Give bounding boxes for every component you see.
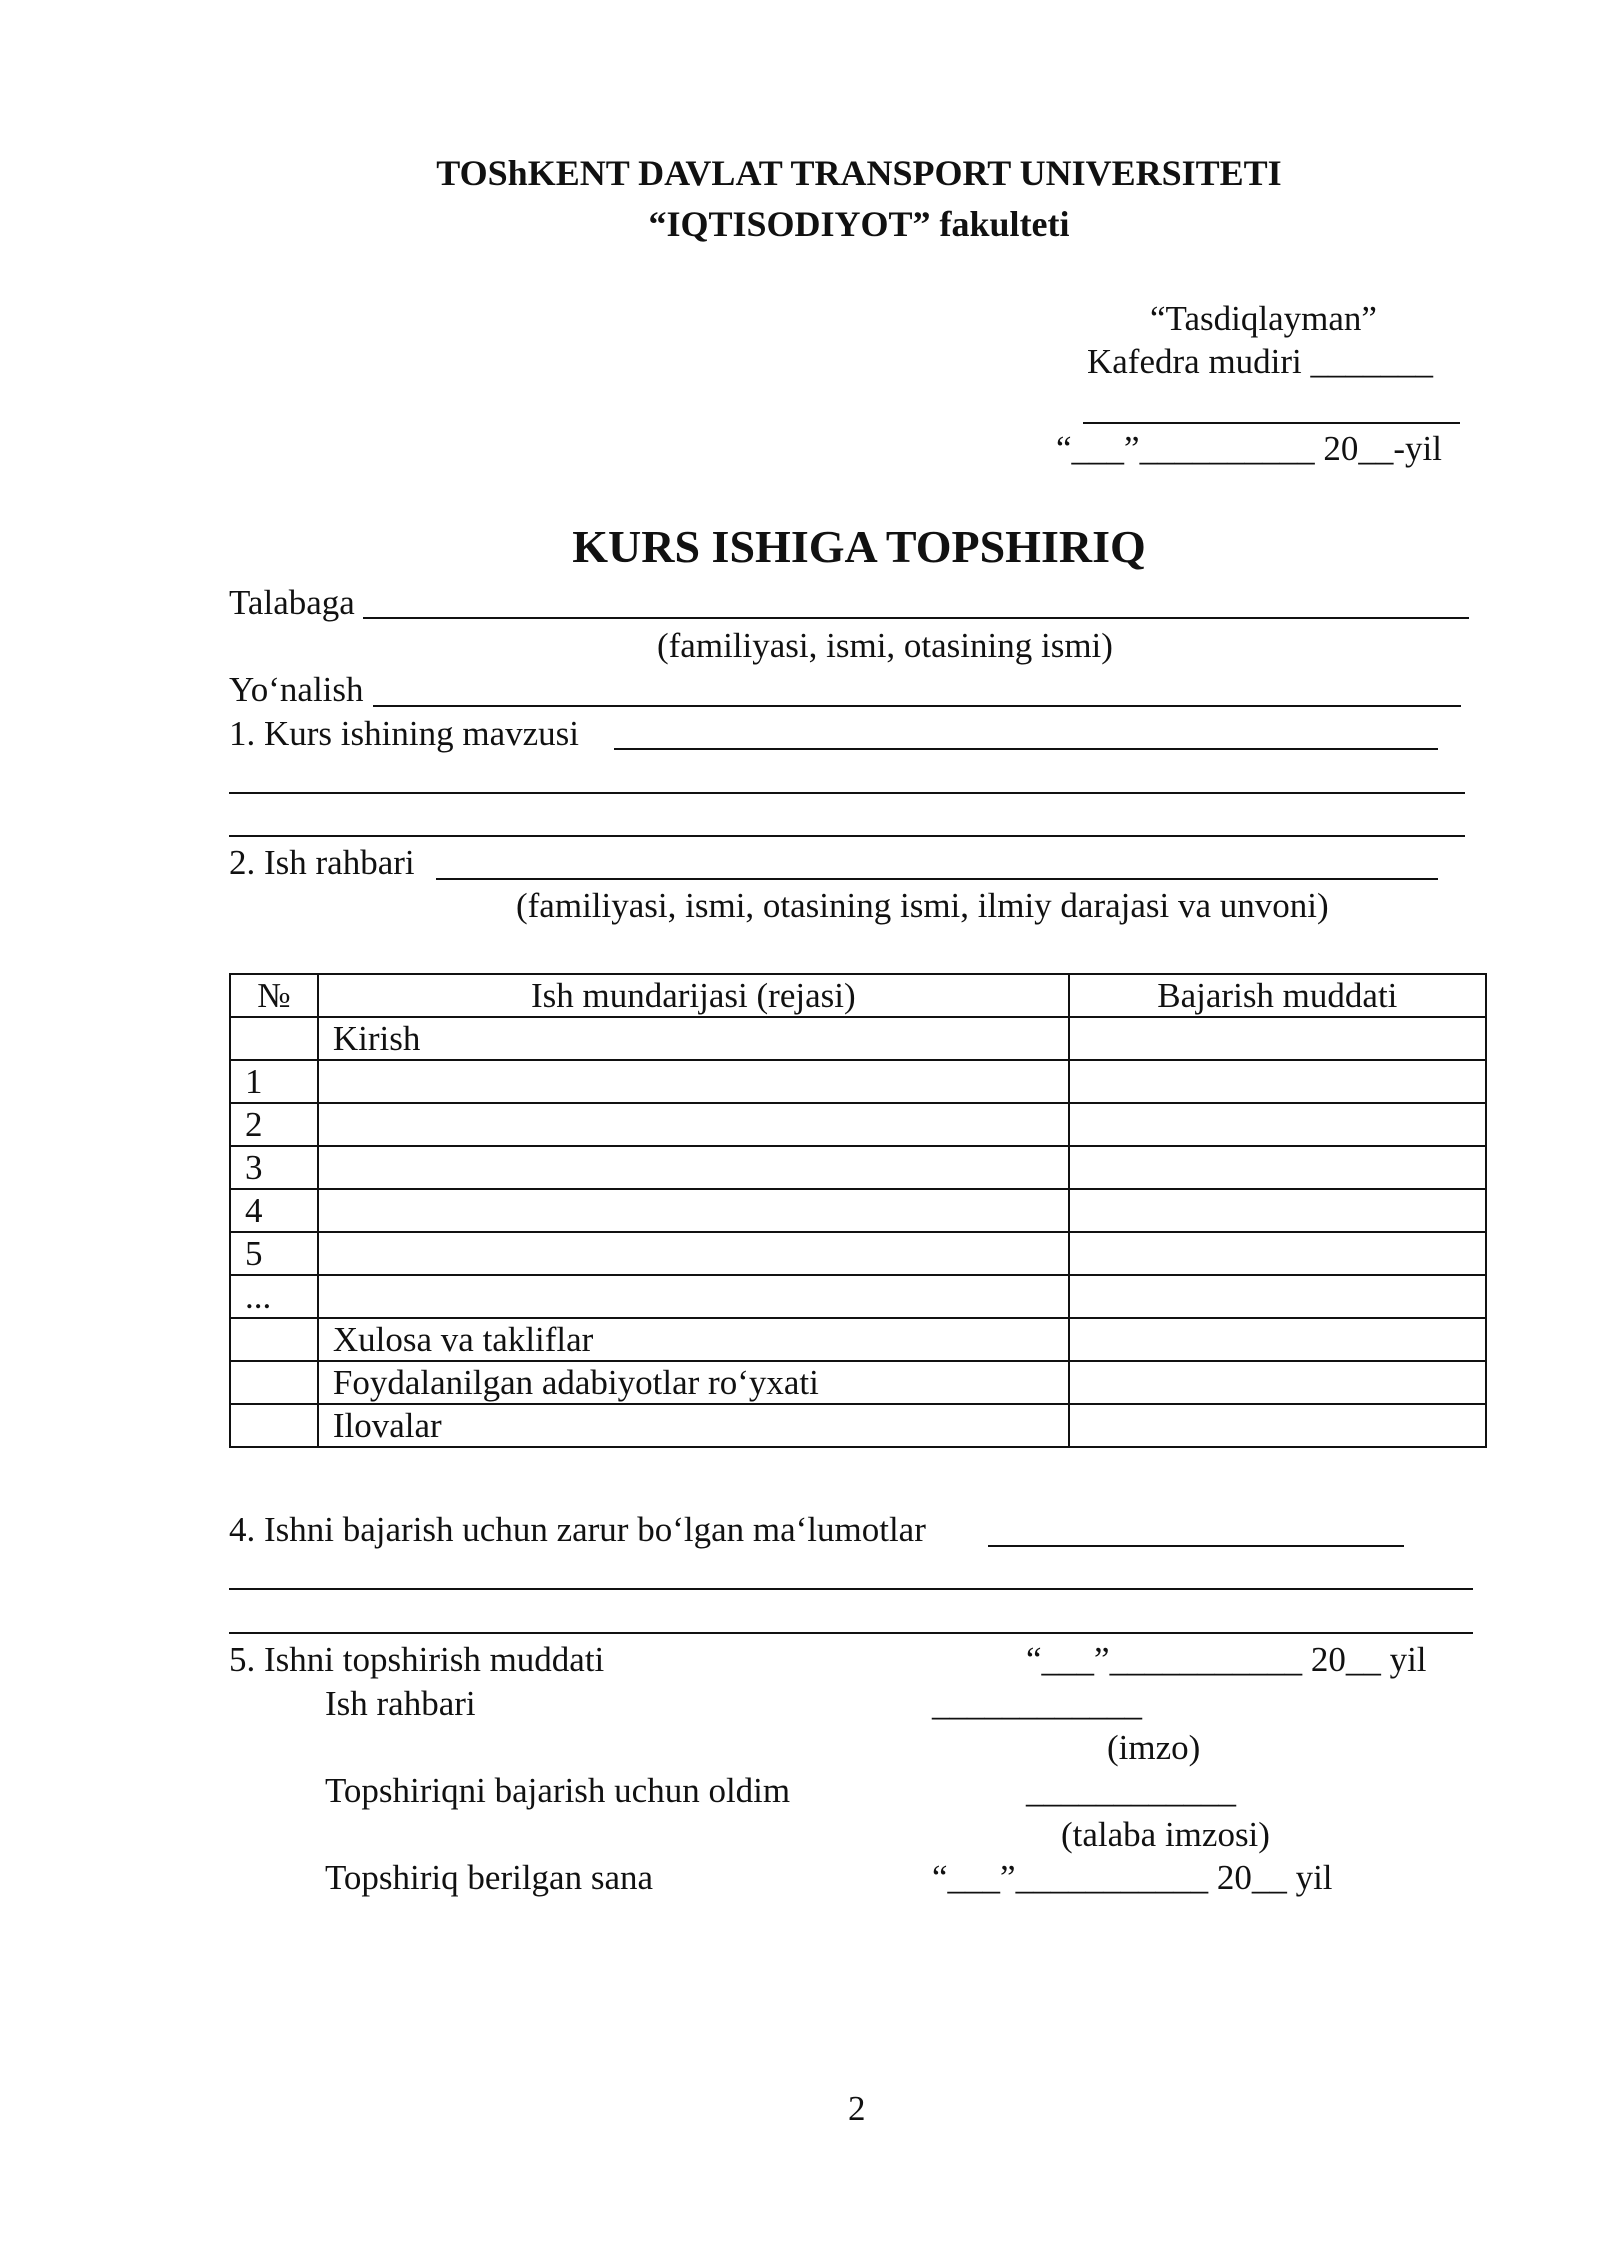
topic-field-line-2[interactable] (229, 792, 1465, 794)
row-number (230, 1017, 318, 1060)
student-label: Talabaga (229, 583, 355, 622)
row-deadline[interactable] (1069, 1189, 1486, 1232)
approval-caption: “Tasdiqlayman” (1150, 299, 1377, 338)
section-4-label: 4. Ishni bajarish uchun zarur bo‘lgan ma‘lumotlar (229, 1510, 926, 1549)
document-title: KURS ISHIGA TOPSHIRIQ (572, 521, 1146, 572)
section-4-field[interactable] (988, 1545, 1404, 1547)
student-hint: (familiyasi, ismi, otasining ismi) (657, 626, 1113, 665)
row-deadline[interactable] (1069, 1017, 1486, 1060)
row-number: 5 (230, 1232, 318, 1275)
row-deadline[interactable] (1069, 1103, 1486, 1146)
row-content: Ilovalar (318, 1404, 1069, 1447)
student-signature-hint: (talaba imzosi) (1061, 1815, 1270, 1854)
row-number (230, 1318, 318, 1361)
supervisor-hint: (familiyasi, ismi, otasining ismi, ilmiy darajasi va unvoni) (516, 886, 1329, 925)
faculty-name: “IQTISODIYOT” fakulteti (648, 204, 1070, 244)
section-5-label: 5. Ishni topshirish muddati (229, 1640, 605, 1679)
table-row (230, 1146, 1486, 1189)
student-name-field[interactable] (363, 617, 1469, 619)
table-row (230, 1060, 1486, 1103)
row-number: ... (230, 1275, 318, 1318)
row-number: 3 (230, 1146, 318, 1189)
column-header-number: № (230, 974, 318, 1017)
university-name: TOShKENT DAVLAT TRANSPORT UNIVERSITETI (436, 153, 1282, 193)
table-row (230, 1404, 1486, 1447)
section-4-field-line-2[interactable] (229, 1588, 1473, 1590)
approval-date: “___”__________ 20__-yil (1056, 429, 1442, 468)
supervisor-label: 2. Ish rahbari (229, 843, 415, 882)
table-row (230, 1275, 1486, 1318)
supervisor-signature-line[interactable]: ____________ (932, 1684, 1142, 1723)
row-deadline[interactable] (1069, 1275, 1486, 1318)
table-row (230, 1318, 1486, 1361)
table-row (230, 1017, 1486, 1060)
row-content[interactable] (318, 1275, 1069, 1318)
direction-label: Yo‘nalish (229, 670, 364, 709)
issued-date[interactable]: “___”___________ 20__ yil (932, 1858, 1333, 1897)
column-header-deadline: Bajarish muddati (1069, 974, 1486, 1017)
page-number: 2 (848, 2089, 866, 2128)
row-content: Xulosa va takliflar (318, 1318, 1069, 1361)
row-number: 4 (230, 1189, 318, 1232)
row-deadline[interactable] (1069, 1318, 1486, 1361)
row-content: Kirish (318, 1017, 1069, 1060)
topic-label: 1. Kurs ishining mavzusi (229, 714, 579, 753)
signature-hint: (imzo) (1107, 1728, 1201, 1767)
issued-date-label: Topshiriq berilgan sana (325, 1858, 654, 1897)
topic-field-line-3[interactable] (229, 835, 1465, 837)
row-deadline[interactable] (1069, 1404, 1486, 1447)
student-signature-line[interactable]: ____________ (1026, 1771, 1236, 1810)
table-row (230, 1361, 1486, 1404)
row-deadline[interactable] (1069, 1361, 1486, 1404)
row-deadline[interactable] (1069, 1146, 1486, 1189)
table-row (230, 1189, 1486, 1232)
row-deadline[interactable] (1069, 1060, 1486, 1103)
row-deadline[interactable] (1069, 1232, 1486, 1275)
head-of-department: Kafedra mudiri _______ (1087, 342, 1434, 381)
plan-table (229, 973, 1487, 1448)
row-content[interactable] (318, 1060, 1069, 1103)
row-content[interactable] (318, 1146, 1069, 1189)
received-label: Topshiriqni bajarish uchun oldim (325, 1771, 791, 1810)
direction-field[interactable] (373, 705, 1461, 707)
row-content[interactable] (318, 1103, 1069, 1146)
table-header-row (230, 974, 1486, 1017)
table-row (230, 1103, 1486, 1146)
row-number (230, 1404, 318, 1447)
supervisor-sign-label: Ish rahbari (325, 1684, 476, 1723)
submission-date[interactable]: “___”___________ 20__ yil (1026, 1640, 1427, 1679)
row-number: 2 (230, 1103, 318, 1146)
supervisor-field[interactable] (436, 878, 1438, 880)
row-content: Foydalanilgan adabiyotlar ro‘yxati (318, 1361, 1069, 1404)
section-4-field-line-3[interactable] (229, 1632, 1473, 1634)
row-content[interactable] (318, 1189, 1069, 1232)
column-header-content: Ish mundarijasi (rejasi) (318, 974, 1069, 1017)
row-number: 1 (230, 1060, 318, 1103)
approval-blank-line (1083, 422, 1460, 424)
row-number (230, 1361, 318, 1404)
table-row (230, 1232, 1486, 1275)
topic-field[interactable] (614, 748, 1438, 750)
row-content[interactable] (318, 1232, 1069, 1275)
